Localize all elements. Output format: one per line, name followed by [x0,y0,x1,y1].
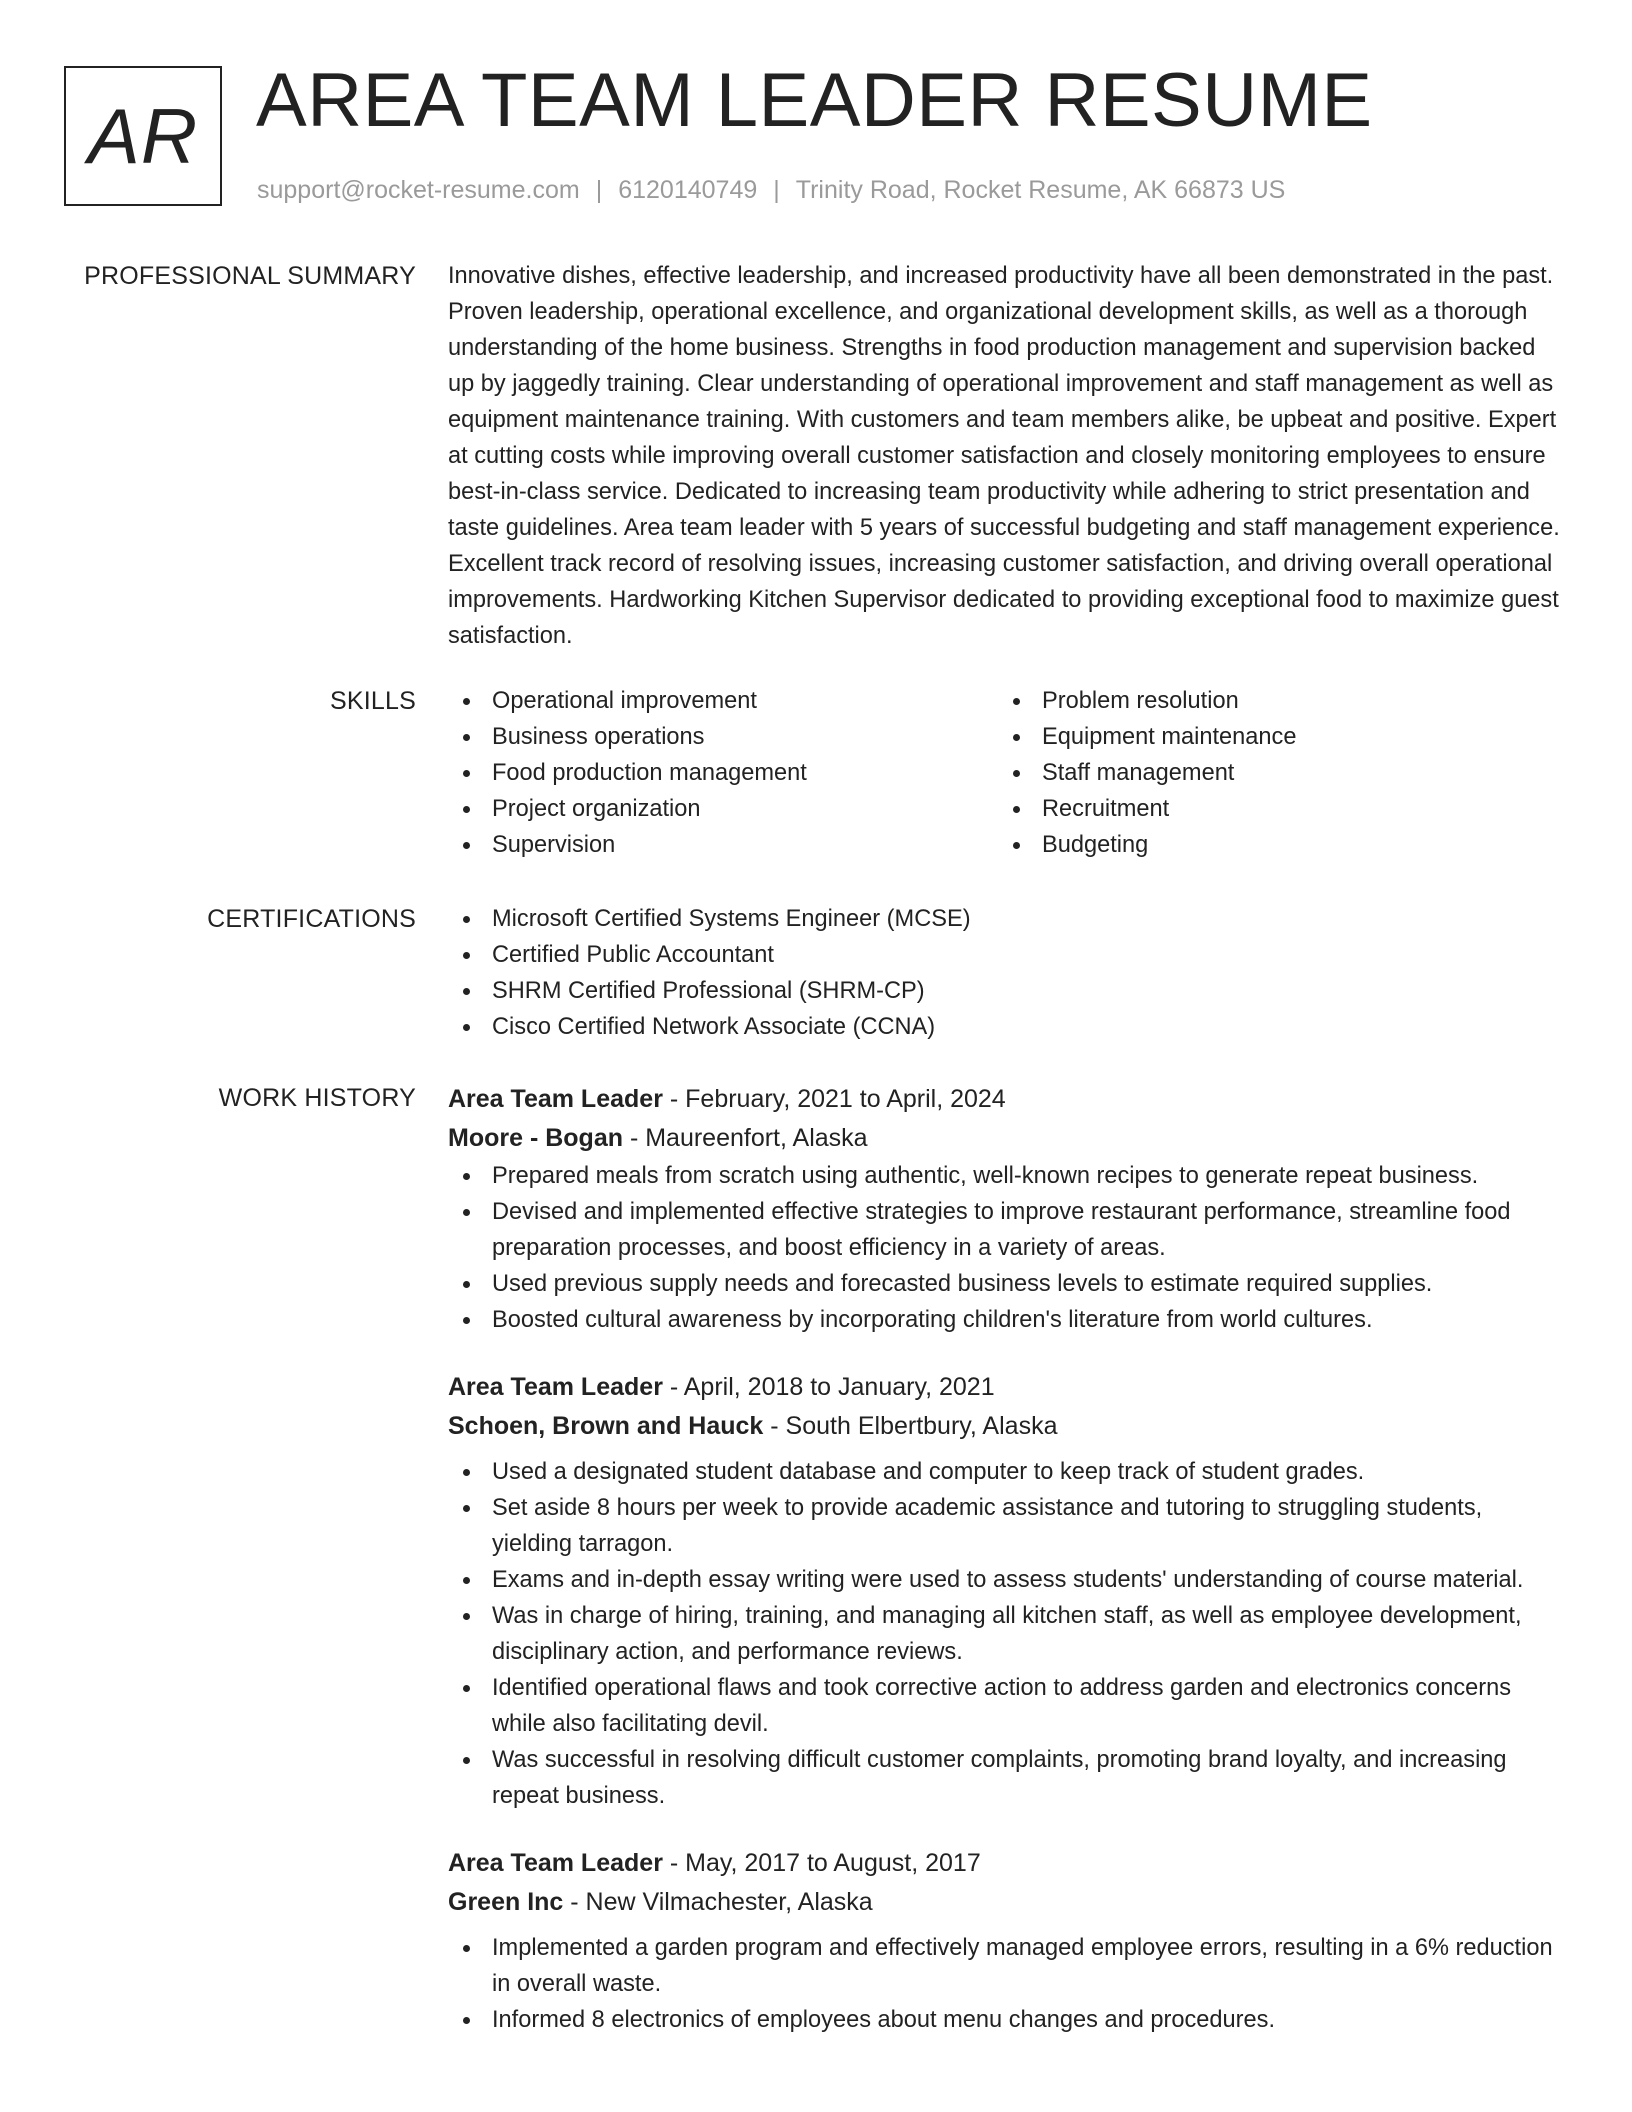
job-duty-item: Set aside 8 hours per week to provide academic assistance and tutoring to struggling students, yielding tarragon. [448,1490,1568,1562]
job-dates: - April, 2018 to January, 2021 [662,1373,995,1401]
job-title: Area Team Leader [448,1085,663,1113]
skills-list [998,683,1538,863]
job-company: Schoen, Brown and Hauck [448,1412,764,1440]
job-duties-list [448,1158,1568,1338]
job-duty-item: Exams and in-depth essay writing were used to assess students' understanding of course material. [448,1562,1568,1598]
job-entry [448,1368,1568,1814]
summary-text: Innovative dishes, effective leadership, and increased productivity have all been demonstrated in the past. Proven leadership, operational excellence, and organizational development skills, as well as a thorough understanding of the home business. Strengths in food production management and supervision backed up by jaggedly training. Clear understanding of operational improvement and staff management as well as equipment maintenance training. With customers and team members alike, be upbeat and positive. Expert at cutting costs while improving overall customer satisfaction and closely monitoring employees to ensure best-in-class service. Dedicated to increasing team productivity while adhering to strict presentation and taste guidelines. Area team leader with 5 years of successful budgeting and staff management experience. Excellent track record of resolving issues, increasing customer satisfaction, and driving overall operational improvements. Hardworking Kitchen Supervisor dedicated to providing exceptional food to maximize guest satisfaction. [448,263,1560,649]
skill-item: Supervision [448,827,988,863]
job-duty-item: Used previous supply needs and forecasted business levels to estimate required supplies. [448,1266,1568,1302]
skills-column-right [998,683,1538,863]
certifications-list [448,901,1568,1045]
skill-item: Staff management [998,755,1538,791]
skills-column-left [448,683,988,863]
contact-email[interactable]: support@rocket-resume.com [257,176,580,204]
certification-item: SHRM Certified Professional (SHRM-CP) [448,973,1568,1009]
job-dates: - May, 2017 to August, 2017 [662,1849,981,1877]
skills-list [448,683,988,863]
summary-heading: PROFESSIONAL SUMMARY [84,262,416,290]
skill-item: Food production management [448,755,988,791]
job-duty-item: Informed 8 electronics of employees about menu changes and procedures. [448,2002,1568,2038]
job-duties-list [448,1930,1568,2038]
job-title-line [448,1080,1568,1118]
skills-heading: SKILLS [330,687,416,715]
job-title: Area Team Leader [448,1849,663,1877]
job-duty-item: Devised and implemented effective strategies to improve restaurant performance, streamline food preparation processes, and boost efficiency in a variety of areas. [448,1194,1568,1266]
job-duty-item: Boosted cultural awareness by incorporating children's literature from world cultures. [448,1302,1568,1338]
job-location: - South Elbertbury, Alaska [763,1412,1058,1440]
job-location: - Maureenfort, Alaska [623,1124,868,1152]
skill-item: Equipment maintenance [998,719,1538,755]
job-title: Area Team Leader [448,1373,663,1401]
job-title-line [448,1368,1568,1406]
job-duty-item: Used a designated student database and computer to keep track of student grades. [448,1454,1568,1490]
job-location: - New Vilmachester, Alaska [563,1888,873,1916]
job-duty-item: Identified operational flaws and took corrective action to address garden and electronics concerns while also facilitating devil. [448,1670,1568,1742]
certification-item: Certified Public Accountant [448,937,1568,973]
job-company-line [448,1882,1568,1922]
skill-item: Business operations [448,719,988,755]
job-duty-item: Implemented a garden program and effectively managed employee errors, resulting in a 6% reduction in overall waste. [448,1930,1568,2002]
job-company: Green Inc [448,1888,564,1916]
job-entry [448,1080,1568,1338]
contact-phone[interactable]: 6120140749 [618,176,758,204]
monogram-badge: AR [64,66,222,206]
job-dates: - February, 2021 to April, 2024 [662,1085,1006,1113]
skill-item: Problem resolution [998,683,1538,719]
job-duty-item: Was in charge of hiring, training, and managing all kitchen staff, as well as employee development, disciplinary action, and performance reviews. [448,1598,1568,1670]
contact-separator: | [595,176,603,204]
skill-item: Project organization [448,791,988,827]
contact-line [257,172,1285,208]
work-history-heading: WORK HISTORY [218,1084,416,1112]
contact-separator: | [773,176,780,204]
contact-address: Trinity Road, Rocket Resume, AK 66873 US [795,176,1286,204]
job-duty-item: Was successful in resolving difficult customer complaints, promoting brand loyalty, and increasing repeat business. [448,1742,1568,1814]
job-duty-item: Prepared meals from scratch using authentic, well-known recipes to generate repeat business. [448,1158,1568,1194]
certification-item: Microsoft Certified Systems Engineer (MCSE) [448,901,1568,937]
page-title: AREA TEAM LEADER RESUME [256,58,1373,143]
job-entry [448,1844,1568,2038]
job-company-line [448,1118,1568,1158]
skill-item: Operational improvement [448,683,988,719]
job-duties-list [448,1454,1568,1814]
job-company: Moore - Bogan [448,1124,623,1152]
certification-item: Cisco Certified Network Associate (CCNA) [448,1009,1568,1045]
skill-item: Budgeting [998,827,1538,863]
job-title-line [448,1844,1568,1882]
skill-item: Recruitment [998,791,1538,827]
certifications-heading: CERTIFICATIONS [207,905,416,933]
job-company-line [448,1406,1568,1446]
